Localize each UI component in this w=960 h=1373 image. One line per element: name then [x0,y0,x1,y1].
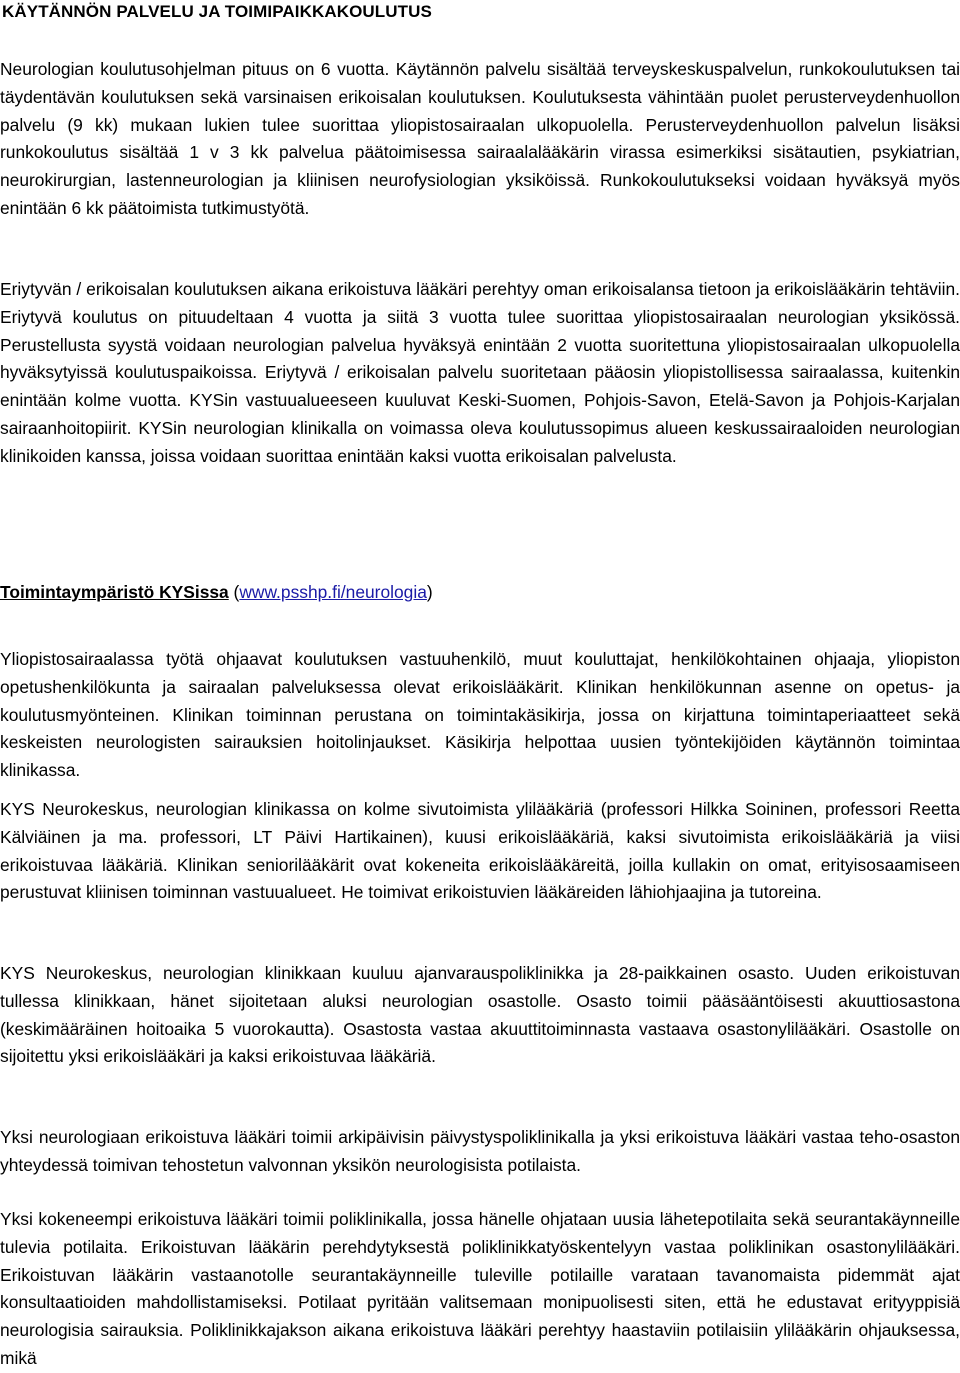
paragraph-emergency: Yksi neurologiaan erikoistuva lääkäri toimii arkipäivisin päivystyspoliklinikalla ja yksi erikoistuva lääkäri vastaa teho-osaston yhteydessä toimivan tehostetun valvonnan yksikön neurologisista potilaista. [0,1127,960,1175]
paragraph-staff: KYS Neurokeskus, neurologian klinikassa on kolme sivutoimista ylilääkäriä (professori Hilkka Soininen, professori Reetta Kälviäinen ja ma. professori, LT Päivi Hartikainen), kuusi erikoislääkäriä, kaksi sivutoimista erikoislääkäriä ja viisi erikoistuvaa lääkäriä. Klinikan seniorilääkärit ovat kokeneita erikoislääkäreitä, joilla kullakin on omat, erityisosaamiseen perustuvat kliinisen toiminnan vastuualueet. He toimivat erikoistuvien lääkäreiden lähiohjaajina ja tutoreina. [0,799,960,903]
paragraph-ward: KYS Neurokeskus, neurologian klinikkaan kuuluu ajanvarauspoliklinikka ja 28-paikkainen osasto. Uuden erikoistuvan tullessa klinikkaan, hänet sijoitetaan aluksi neurologian osastolle. Osasto toimii pääsääntöisesti akuuttiosastona (keskimääräinen hoitoaika 5 vuorokautta). Osastosta vastaa akuuttitoiminnasta vastaava osastonylilääkäri. Osastolle on sijoitettu yksi erikoislääkäri ja kaksi erikoistuvaa lääkäriä. [0,963,960,1067]
paragraph-training-length: Neurologian koulutusohjelman pituus on 6 vuotta. Käytännön palvelu sisältää terveyskeskuspalvelun, runkokoulutuksen tai täydentävän koulutuksen sekä varsinaisen erikoisalan koulutuksen. Koulutuksesta vähintään puolet perusterveydenhuollon palvelu (9 kk) mukaan lukien tulee suorittaa yliopistosairaalan ulkopuolella. Perusterveydenhuollon palvelun lisäksi runkokoulutus sisältää 1 v 3 kk palvelua päätoimisessa sairaalalääkärin virassa esimerkiksi sisätautien, psykiatrian, neurokirurgian, lastenneurologian ja kliinisen neurofysiologian yksiköissä. Runkokoulutukseksi voidaan hyväksyä myös enintään 6 kk päätoimista tutkimustyötä. [0,59,960,218]
paragraph-specialty-training: Eriytyvän / erikoisalan koulutuksen aikana erikoistuva lääkäri perehtyy oman erikoisalansa tietoon ja erikoislääkärin tehtäviin. Eriytyvä koulutus on pituudeltaan 4 vuotta ja siitä 3 vuotta tulee suorittaa yliopistosairaalan neurologian yksikössä. Perustellusta syystä voidaan neurologian palvelua hyväksyä enintään 2 vuotta suoritettuna yliopistosairaalan ulkopuolella hyväksytyissä koulutuspaikoissa. Eriytyvä / erikoisalan palvelu suoritetaan pääosin yliopistollisessa sairaalassa, kuitenkin enintään kolme vuotta. KYSin vastuualueeseen kuuluvat Keski-Suomen, Pohjois-Savon, Etelä-Savon ja Pohjois-Karjalan sairaanhoitopiirit. KYSin neurologian klinikalla on voimassa oleva koulutussopimus alueen keskussairaaloiden neurologian klinikoiden kanssa, joissa voidaan suorittaa enintään kaksi vuotta erikoisalan palvelusta. [0,279,960,466]
paragraph-outpatient: Yksi kokeneempi erikoistuva lääkäri toimii poliklinikalla, jossa hänelle ohjataan uusia lähetepotilaita sekä seurantakäynneille tulevia potilaita. Erikoistuvan lääkärin perehdytyksestä poliklinikkatyöskentelyyn vastaa poliklinikan osastonylilääkäri. Erikoistuvan lääkärin vastaanotolle seurantakäynneille tuleville potilaille varataan tavanomaista pidemmät ajat konsultaatioiden mahdollistamiseksi. Potilaat pyritään valitsemaan monipuolisesti siten, että he edustavat erityyppisiä neurologisia sairauksia. Poliklinikkajakson aikana erikoistuva lääkäri perehtyy haastaviin potilaisiin ylilääkärin ohjauksessa, mikä [0,1209,960,1368]
section-title: Toimintaympäristö KYSissa [0,582,229,602]
neurologia-link[interactable]: www.psshp.fi/neurologia [239,582,427,602]
link-open-paren: ( [228,582,240,602]
section-title-line [0,579,433,607]
page-heading: KÄYTÄNNÖN PALVELU JA TOIMIPAIKKAKOULUTUS [2,2,432,21]
paragraph-supervision: Yliopistosairaalassa työtä ohjaavat koulutuksen vastuuhenkilö, muut kouluttajat, henkilökohtainen ohjaaja, yliopiston opetushenkilökunta ja sairaalan palveluksessa olevat erikoislääkärit. Klinikan henkilökunnan asenne on opetus- ja koulutusmyönteinen. Klinikan toiminnan perustana on toimintakäsikirja, jossa on kirjattuna toimintaperiaatteet sekä keskeisten neurologisten sairauksien hoitolinjaukset. Käsikirja helpottaa uusien työntekijöiden käytännön toimintaa klinikassa. [0,649,960,781]
link-close-paren: ) [426,582,433,602]
